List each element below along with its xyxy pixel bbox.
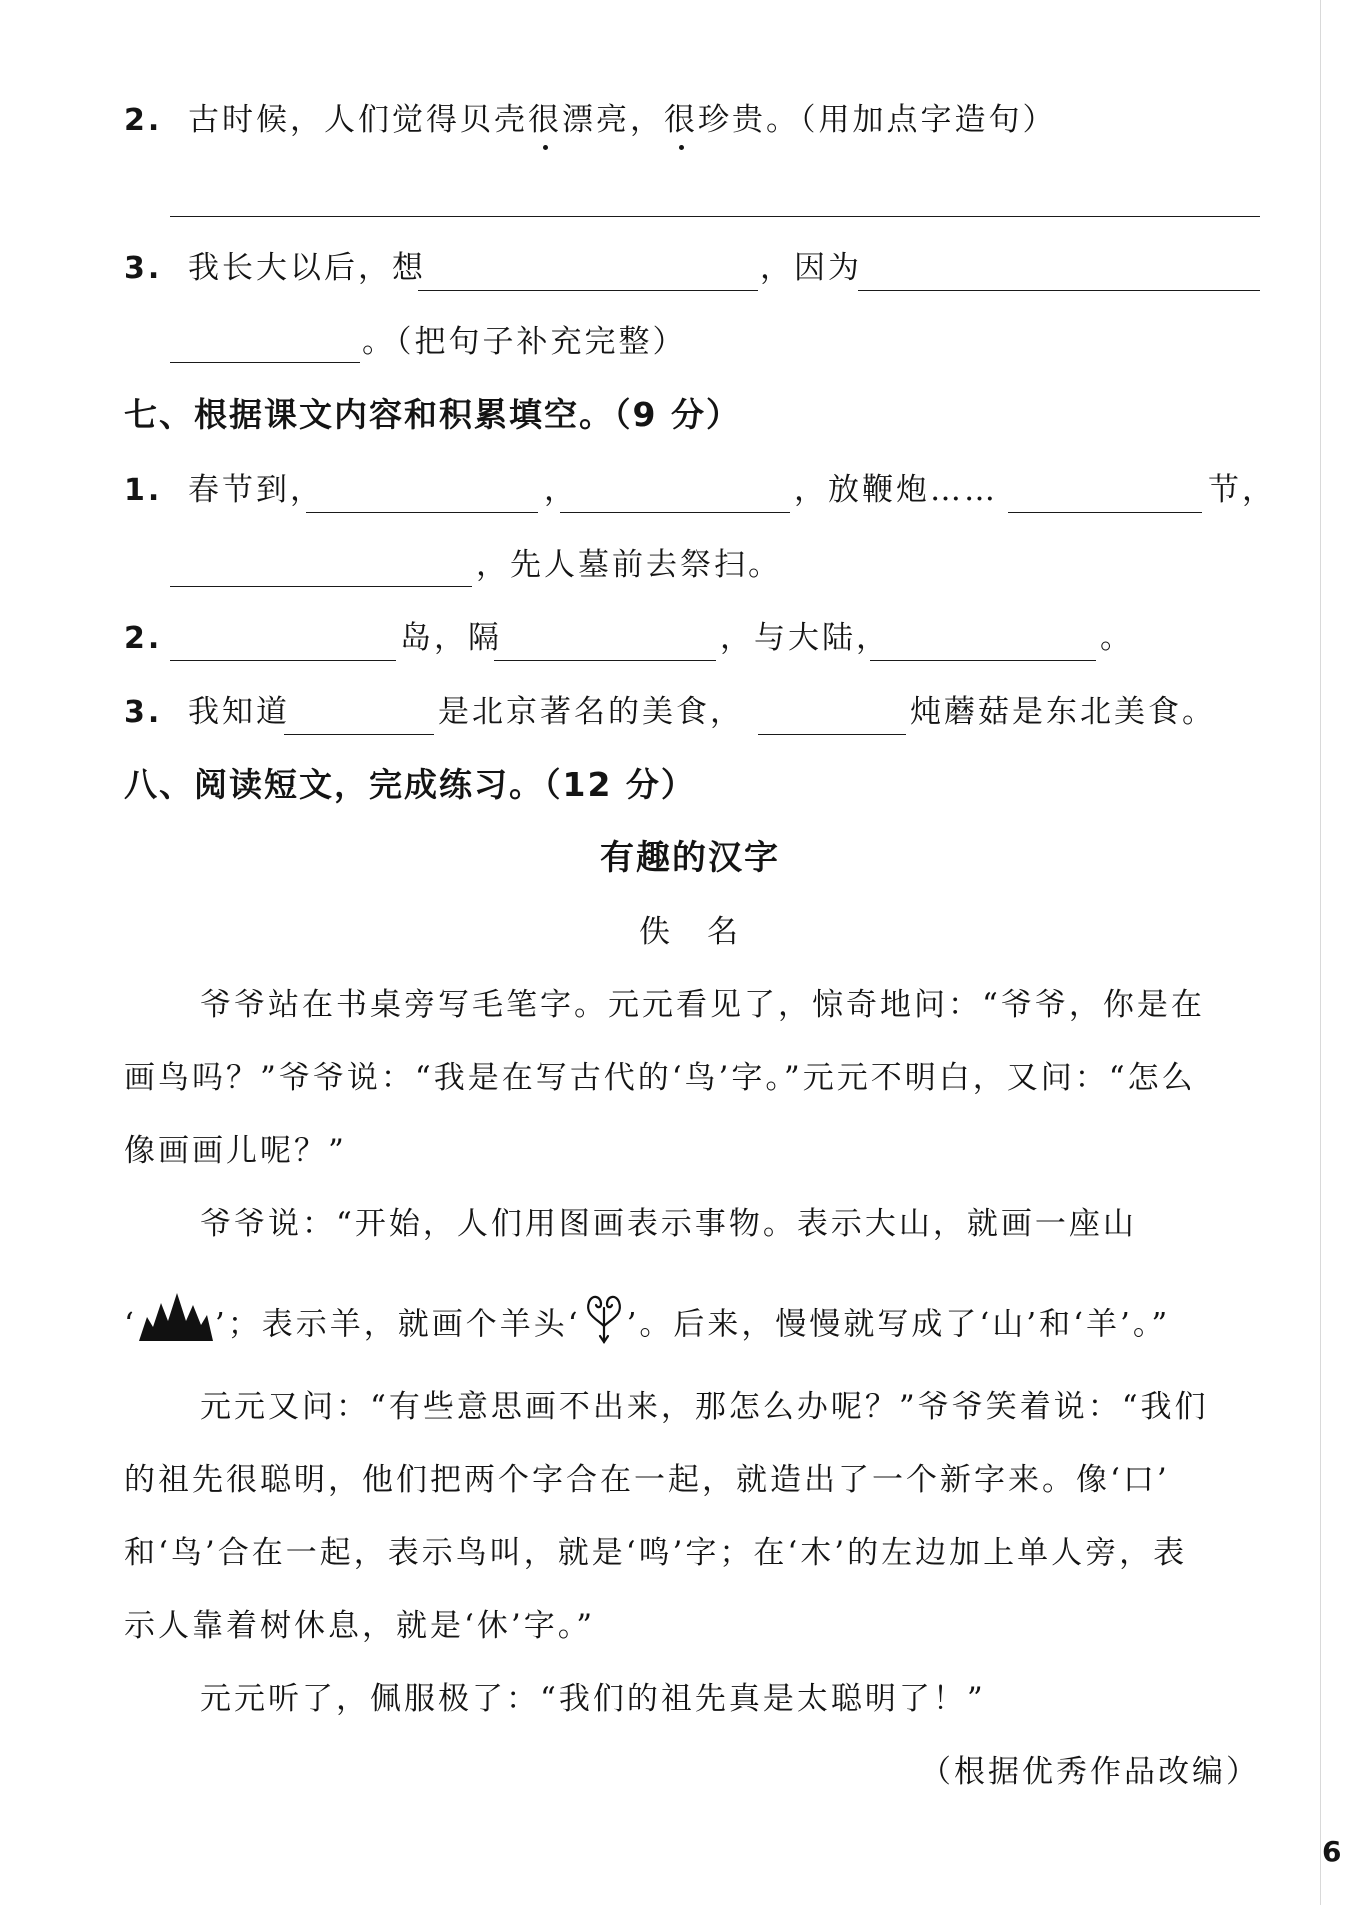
passage-author: 佚 名 xyxy=(639,914,741,950)
question-text: 节， xyxy=(1208,472,1276,508)
passage-line: 画鸟吗？”爷爷说：“我是在写古代的‘鸟’字。”元元不明白，又问：“怎么 xyxy=(124,1060,1196,1096)
answer-blank[interactable] xyxy=(170,660,396,661)
question-6-2 xyxy=(124,100,1057,141)
question-6-3 xyxy=(124,248,426,289)
quote-mark: ‘ xyxy=(124,1306,137,1343)
answer-blank[interactable] xyxy=(418,290,758,291)
answer-blank[interactable] xyxy=(170,586,472,587)
answer-blank[interactable] xyxy=(560,512,790,513)
question-7-3 xyxy=(124,692,290,733)
question-text: 。 xyxy=(1100,620,1134,656)
question-text: ，因为 xyxy=(760,250,862,286)
passage-line-with-pictographs xyxy=(124,1288,1170,1364)
question-text: 漂亮， xyxy=(562,102,664,138)
question-text: 古时候，人们觉得贝壳 xyxy=(188,102,528,138)
section-8-heading: 八、阅读短文，完成练习。（12 分） xyxy=(124,765,696,804)
passage-title: 有趣的汉字 xyxy=(600,838,780,878)
dotted-char: 很 xyxy=(664,102,698,138)
question-text: ，先人墓前去祭扫。 xyxy=(476,547,782,583)
question-text: 我长大以后，想 xyxy=(188,250,426,286)
question-text: 岛，隔 xyxy=(400,620,502,656)
passage-line: 像画画儿呢？” xyxy=(124,1133,347,1169)
question-text: 炖蘑菇是东北美食。 xyxy=(910,694,1216,730)
section-7-heading: 七、根据课文内容和积累填空。（9 分） xyxy=(124,395,741,434)
page-edge-line xyxy=(1320,0,1321,1905)
answer-blank[interactable] xyxy=(858,290,1260,291)
answer-blank[interactable] xyxy=(494,660,716,661)
answer-blank[interactable] xyxy=(284,734,434,735)
question-text: ，放鞭炮…… xyxy=(794,472,998,508)
question-text: 。（把句子补充完整） xyxy=(362,324,687,360)
question-text: ，与大陆， xyxy=(720,620,890,656)
passage-line: 和‘鸟’合在一起，表示鸟叫，就是‘鸣’字；在‘木’的左边加上单人旁，表 xyxy=(124,1535,1188,1571)
answer-blank[interactable] xyxy=(870,660,1096,661)
question-text: 是北京著名的美食， xyxy=(438,694,744,730)
dotted-char: 很 xyxy=(528,102,562,138)
answer-blank[interactable] xyxy=(1008,512,1202,513)
passage-text: ’。后来，慢慢就写成了‘山’和‘羊’。” xyxy=(626,1306,1171,1343)
passage-line: 爷爷说：“开始，人们用图画表示事物。表示大山，就画一座山 xyxy=(200,1206,1137,1242)
question-number: 2. xyxy=(124,621,163,656)
sheep-head-pictograph-icon xyxy=(581,1288,627,1364)
answer-blank[interactable] xyxy=(306,512,538,513)
mountain-pictograph-icon xyxy=(137,1291,215,1361)
answer-blank-line[interactable] xyxy=(170,216,1260,217)
passage-line: 元元又问：“有些意思画不出来，那怎么办呢？”爷爷笑着说：“我们 xyxy=(200,1389,1209,1425)
question-text: ， xyxy=(544,472,578,508)
question-number: 1. xyxy=(124,473,163,508)
question-number: 3. xyxy=(124,251,163,286)
passage-source: （根据优秀作品改编） xyxy=(920,1754,1260,1790)
passage-line: 示人靠着树休息，就是‘休’字。” xyxy=(124,1608,596,1644)
passage-line: 的祖先很聪明，他们把两个字合在一起，就造出了一个新字来。像‘口’ xyxy=(124,1462,1170,1498)
passage-line: 元元听了，佩服极了：“我们的祖先真是太聪明了！” xyxy=(200,1681,986,1717)
passage-text: ’；表示羊，就画个羊头‘ xyxy=(214,1306,581,1343)
question-text: 珍贵。（用加点字造句） xyxy=(698,102,1057,138)
question-text: 春节到， xyxy=(188,472,324,508)
question-number: 3. xyxy=(124,695,163,730)
page-number: 6 xyxy=(1322,1835,1342,1868)
question-7-1 xyxy=(124,470,324,511)
question-text: 我知道 xyxy=(188,694,290,730)
question-7-2 xyxy=(124,618,162,659)
passage-line: 爷爷站在书桌旁写毛笔字。元元看见了，惊奇地问：“爷爷，你是在 xyxy=(200,987,1205,1023)
question-number: 2. xyxy=(124,103,163,138)
answer-blank[interactable] xyxy=(170,362,360,363)
answer-blank[interactable] xyxy=(758,734,906,735)
